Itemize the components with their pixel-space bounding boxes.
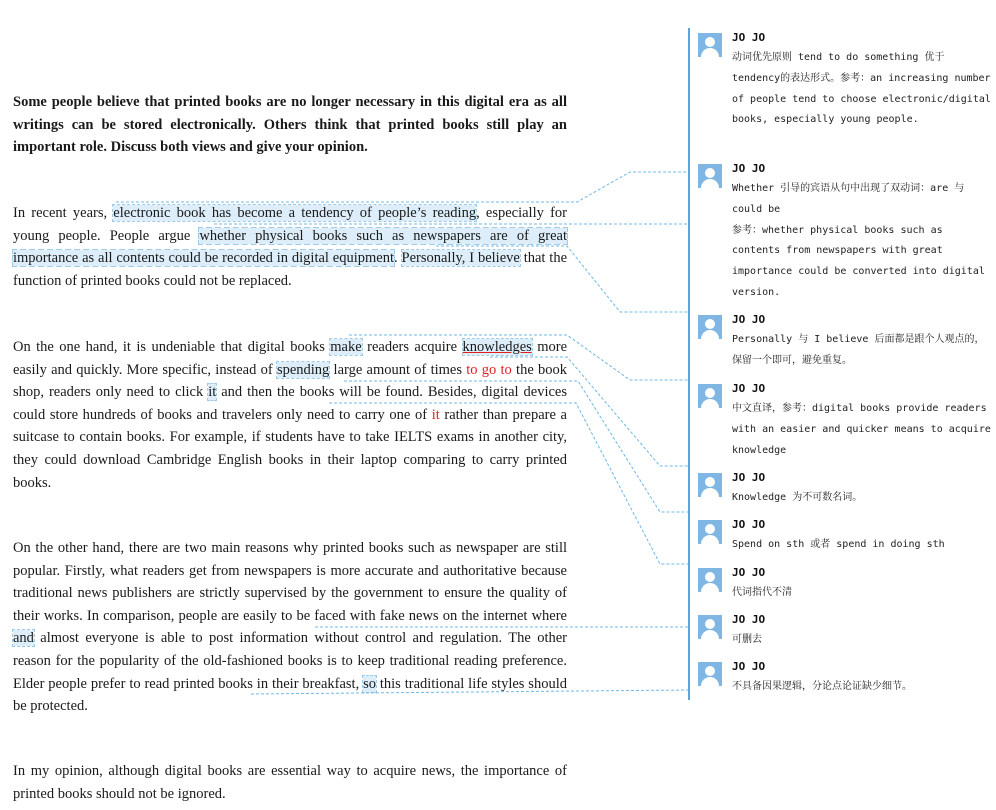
paragraph-4: In my opinion, although digital books are essential way to acquire news, the importance of printed books should not be ignored. xyxy=(13,763,567,802)
comment-rail xyxy=(688,28,690,700)
comment-text: Knowledge 为不可数名词。 xyxy=(732,492,863,503)
connector-6 xyxy=(344,381,688,512)
connector-1 xyxy=(116,172,688,202)
annotated-span-9[interactable]: so xyxy=(363,675,376,692)
annotated-span-8[interactable]: and xyxy=(13,630,34,647)
text-run: On the one hand, it is undeniable that digital books xyxy=(13,339,331,355)
avatar xyxy=(698,384,722,408)
annotated-span-1[interactable]: electronic book has become a tendency of people’s reading xyxy=(113,205,477,221)
avatar xyxy=(698,33,722,57)
annotated-span-5[interactable]: knowledges xyxy=(462,339,532,355)
connector-3 xyxy=(436,246,688,312)
comment-text: 不具备因果逻辑，分论点论证缺少细节。 xyxy=(732,681,912,692)
connector-5 xyxy=(490,357,688,466)
comment-author: JO JO xyxy=(732,613,766,626)
text-run: large amount of times xyxy=(329,361,467,378)
text-run: and then the books will be found. Besides, digital devices could store hundreds of books and travelers only need to carry one of xyxy=(13,384,568,423)
essay-question: Some people believe that printed books are no longer necessary in this digital era as all writings can be stored electronically. Others think that printed books still play an important role. Discuss both views and give your opinion. xyxy=(13,94,567,156)
avatar xyxy=(698,662,722,686)
comment-author: JO JO xyxy=(732,518,766,531)
text-run: the book shop, readers only need to click xyxy=(13,361,568,401)
comment-author: JO JO xyxy=(732,382,766,395)
text-run: almost everyone is able to post information without control and regulation. The other reason for the popularity of the old-fashioned books is to keep traditional reading preference. Elder people prefer to read printed books in their breakfast, xyxy=(13,630,567,692)
comment-author: JO JO xyxy=(732,313,766,326)
deleted-text-2: it xyxy=(431,406,440,423)
connector-4 xyxy=(349,335,688,380)
text-run: On the other hand, there are two main reasons why printed books such as newspaper are still popular. Firstly, what readers get from newspapers is more accurate and authoritative because traditional news publishers are strictly supervised by the government to ensure the quality of their works. In comparison, people are easily to be faced with fake news on the internet where xyxy=(13,540,567,624)
connector-9 xyxy=(251,690,688,694)
connector-7 xyxy=(329,403,688,564)
avatar xyxy=(698,520,722,544)
comment-text: 动词优先原则 tend to do something 优于 tendency的表达形式。参考：an increasing number of people tend to choose electronic/digital books, especially young people. xyxy=(732,52,991,126)
annotated-span-7[interactable]: it xyxy=(208,384,217,401)
annotated-span-3[interactable]: Personally, I believe xyxy=(401,250,520,267)
text-run: that the function of printed books could not be replaced. xyxy=(13,250,568,289)
comment-text: 代词指代不清 xyxy=(732,587,792,598)
comment-text: 可删去 xyxy=(732,634,762,645)
comment-author: JO JO xyxy=(732,660,766,673)
comment-author: JO JO xyxy=(732,31,766,44)
deleted-text-1: to go to xyxy=(466,361,512,378)
text-run: readers acquire xyxy=(361,339,463,355)
text-run: , especially for young people. People argue xyxy=(13,205,567,244)
text-run: more easily and quickly. More specific, instead of xyxy=(13,339,568,378)
avatar xyxy=(698,568,722,592)
avatar xyxy=(698,615,722,639)
text-run: rather than prepare a suitcase to contain books. For example, if students have to take IELTS exams in another city, they could download Cambridge English books in their laptop comparing to carry printed books. xyxy=(13,406,567,491)
text-run: this traditional life styles should be protected. xyxy=(13,675,567,715)
text-run: . xyxy=(394,250,402,267)
comment-author: JO JO xyxy=(732,471,766,484)
avatar xyxy=(698,315,722,339)
comment-text: Spend on sth 或者 spend in doing sth xyxy=(732,539,945,550)
comment-author: JO JO xyxy=(732,566,766,579)
comment-text: Personally 与 I believe 后面都是跟个人观点的，保留一个即可，避免重复。 xyxy=(732,334,985,366)
annotated-span-2[interactable]: whether physical books such as newspapers are of great importance as all contents could be recorded in digital equipment xyxy=(13,227,567,267)
annotated-span-6[interactable]: spending xyxy=(276,361,330,378)
avatar xyxy=(698,164,722,188)
annotated-span-4[interactable]: make xyxy=(330,339,362,355)
comment-text: Whether 引导的宾语从句中出现了双动词：are 与 could be 参考：whether physical books such as contents from newspapers with great importance could be converted into digital version. xyxy=(732,183,985,298)
comment-text: 中文直译，参考：digital books provide readers with an easier and quicker means to acquire knowledge xyxy=(732,403,991,456)
avatar xyxy=(698,473,722,497)
text-run: In recent years, xyxy=(13,205,114,221)
comment-author: JO JO xyxy=(732,162,766,175)
